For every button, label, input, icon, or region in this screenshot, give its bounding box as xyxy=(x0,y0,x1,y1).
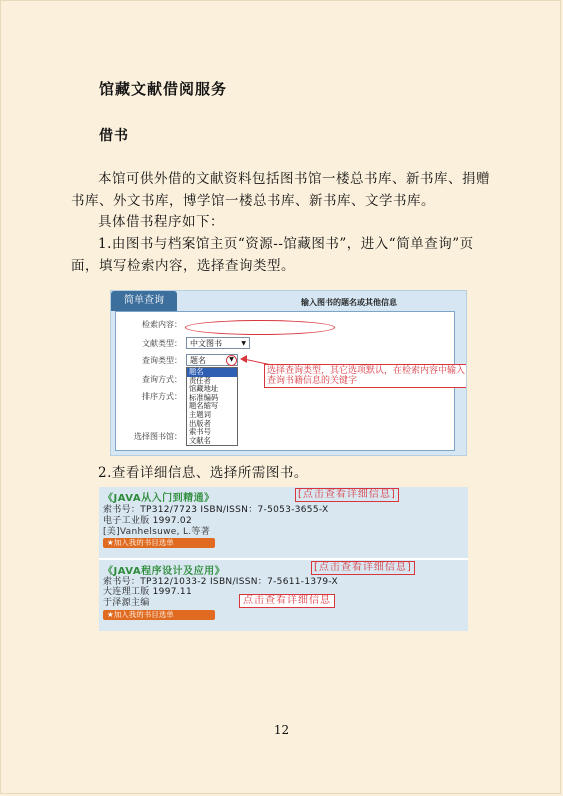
paragraph-procedure-intro: 具体借书程序如下： xyxy=(98,214,224,230)
detail-highlight[interactable]: 点击查看详细信息 xyxy=(239,594,335,608)
label-search-content: 检索内容： xyxy=(142,320,182,329)
query-type-select[interactable] xyxy=(186,354,238,366)
publisher-line: 电子工业版 1997.02 xyxy=(103,516,192,526)
page-title: 馆藏文献借阅服务 xyxy=(99,80,228,98)
label-query-method: 查询方式： xyxy=(142,375,182,384)
paragraph-collections: 本馆可供外借的文献资料包括图书馆一楼总书库、新书库、捐赠书库、外文书库，博学馆一楼总书库、新书库、文学书库。 xyxy=(71,171,490,209)
label-doc-type: 文献类型： xyxy=(142,339,182,348)
callno-line: 索书号：TP312/7723 ISBN/ISSN：7-5053-3655-X xyxy=(103,505,329,515)
dropdown-option[interactable]: 馆藏地址 xyxy=(189,384,219,394)
publisher-line: 大连理工版 1997.11 xyxy=(103,587,192,597)
add-to-list-button[interactable]: ★加入我的书目选单 xyxy=(103,610,215,620)
search-input[interactable] xyxy=(185,320,335,335)
dropdown-option[interactable]: 题名 xyxy=(187,368,237,377)
label-sort: 排序方式： xyxy=(142,392,182,401)
author-line: [美]Vanhelsuwe, L.等著 xyxy=(103,527,211,537)
detail-link[interactable]: [点击查看详细信息] xyxy=(295,488,399,502)
doc-type-value: 中文图书 xyxy=(190,339,222,348)
add-to-list-button[interactable]: ★加入我的书目选单 xyxy=(103,538,215,548)
dropdown-option[interactable]: 标准编码 xyxy=(189,392,219,402)
label-library: 选择图书馆： xyxy=(134,432,182,441)
paragraph-step-1: 1.由图书与档案馆主页“资源--馆藏图书”，进入“简单查询”页面，填写检索内容，选择查询类型。 xyxy=(71,236,474,274)
label-query-type: 查询类型： xyxy=(142,356,182,365)
chevron-down-icon: ▼ xyxy=(226,355,237,366)
paragraph-step-2: 2.查看详细信息、选择所需图书。 xyxy=(98,465,308,481)
page-number: 12 xyxy=(273,723,290,737)
book-title[interactable]: 《JAVA程序设计及应用》 xyxy=(103,566,226,577)
dropdown-option[interactable]: 责任者 xyxy=(189,375,211,385)
detail-link[interactable]: [点击查看详细信息] xyxy=(311,561,415,575)
dropdown-option[interactable]: 题名缩写 xyxy=(189,401,219,411)
chevron-down-icon: ▼ xyxy=(241,340,246,347)
dropdown-option[interactable]: 出版者 xyxy=(189,418,211,428)
query-type-dropdown[interactable] xyxy=(186,367,238,446)
tab-simple-search[interactable]: 简单查询 xyxy=(111,291,177,311)
dropdown-option[interactable]: 文献名 xyxy=(189,435,211,445)
section-title: 借书 xyxy=(99,128,129,144)
author-line: 于泽源主编 xyxy=(103,598,150,608)
results-screenshot xyxy=(99,487,468,631)
search-hint: 输入图书的题名或其他信息 xyxy=(301,298,397,307)
doc-type-select[interactable] xyxy=(186,337,250,349)
search-form xyxy=(115,311,466,451)
annotation-callout: 选择查询类型，其它选项默认，在检索内容中输入查询书籍信息的关键字 xyxy=(264,364,467,388)
book-title[interactable]: 《JAVA从入门到精通》 xyxy=(103,493,215,504)
result-item xyxy=(99,487,468,557)
dropdown-option[interactable]: 主题词 xyxy=(189,409,211,419)
search-screenshot xyxy=(110,290,467,456)
callno-line: 索书号：TP312/1033-2 ISBN/ISSN：7-5611-1379-X xyxy=(103,577,338,587)
result-item xyxy=(99,560,468,631)
query-type-value: 题名 xyxy=(190,356,206,365)
dropdown-option[interactable]: 索书号 xyxy=(189,427,211,437)
